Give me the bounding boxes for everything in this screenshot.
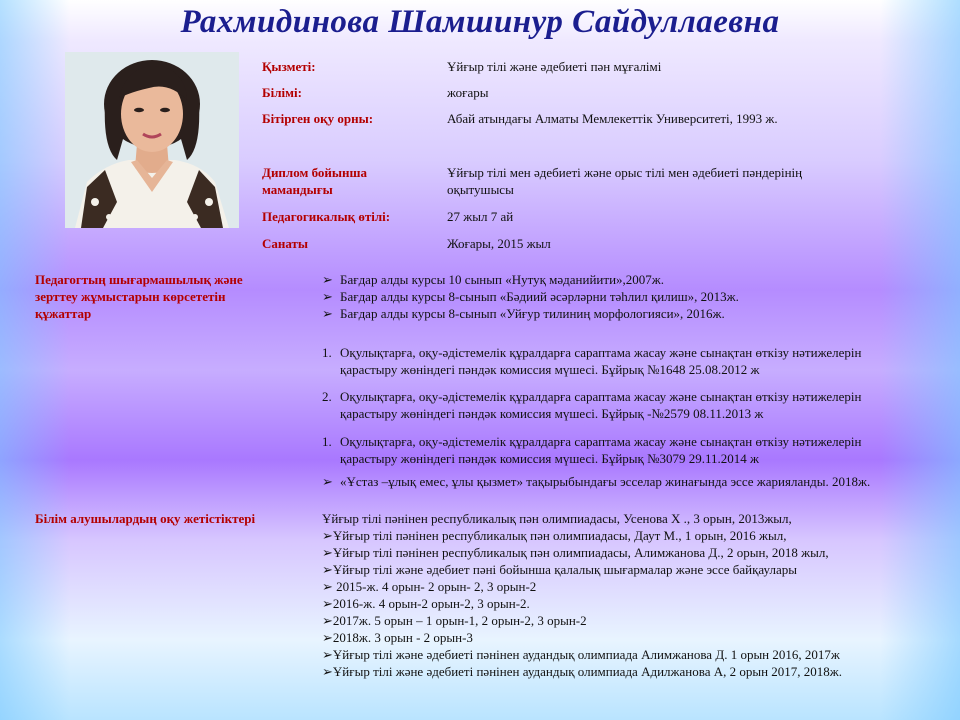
category-label: Санаты (262, 236, 309, 251)
arrow-bullet-icon: ➢ (322, 579, 333, 594)
arrow-bullet-icon: ➢ (322, 647, 333, 662)
page-title: Рахмидинова Шамшинур Сайдуллаевна (180, 4, 780, 40)
achievements-label: Білім алушылардың оқу жетістіктері (35, 511, 256, 526)
arrow-bullet-icon: ➢ (322, 289, 333, 304)
list-item: ➢ 2015-ж. 4 орын- 2 орын- 2, 3 орын-2 (322, 579, 537, 594)
commission-item-2: 2. Оқулықтарға, оқу-әдістемелік құралдарға сараптама жасау және сынақтан өткізу нәтижелерін қарастыру жөніндегі пәндәк комиссия мүшесі. Бұйрық -№2579 08.11.2013 ж (322, 389, 862, 421)
commission-item-1: 1. Оқулықтарға, оқу-әдістемелік құралдарға сараптама жасау және сынақтан өткізу нәтижелерін қарастыру жөніндегі пәндәк комиссия мүшесі. Бұйрық №1648 25.08.2012 ж (322, 345, 862, 377)
arrow-bullet-icon: ➢ (322, 545, 333, 560)
list-item: ➢Ұйғыр тілі пәнінен республикалық пән олимпиадасы, Даут М., 1 орын, 2016 жыл, (322, 528, 787, 543)
arrow-bullet-icon: ➢ (322, 613, 333, 628)
education-value: жоғары (447, 85, 489, 100)
list-item: Ұйғыр тілі пәнінен республикалық пән олимпиадасы, Усенова Х ., 3 орын, 2013жыл, (322, 511, 792, 526)
graduated-label: Бітірген оқу орны: (262, 111, 374, 126)
list-item: ➢ Бағдар алды курсы 10 сынып «Нутуқ мәданийити»,2007ж. (322, 272, 665, 287)
portrait-photo (65, 52, 239, 228)
list-item: ➢Ұйғыр тілі және әдебиеті пәнінен аудандық олимпиада Адилжанова А, 2 орын 2017, 2018ж. (322, 664, 843, 679)
list-item: ➢Ұйғыр тілі пәнінен республикалық пән олимпиадасы, Алимжанова Д., 2 орын, 2018 жыл, (322, 545, 829, 560)
arrow-bullet-icon: ➢ (322, 562, 333, 577)
specialty-value-line2: оқытушысы (447, 182, 514, 197)
list-item: ➢ Бағдар алды курсы 8-сынып «Бәдиий әсәрләрни тәһлил қилиш», 2013ж. (322, 289, 739, 304)
arrow-bullet-icon: ➢ (322, 474, 333, 489)
list-item: ➢2018ж. 3 орын - 2 орын-3 (322, 630, 473, 645)
position-label: Қызметі: (262, 59, 316, 74)
portrait-illustration (65, 52, 239, 228)
creative-label-line3: құжаттар (35, 306, 92, 321)
essay-bullet: ➢ «Ұстаз –ұлық емес, ұлы қызмет» тақырыбындағы эсселар жинағында эссе жарияланды. 2018ж. (322, 474, 871, 489)
specialty-value-line1: Ұйғыр тілі мен әдебиеті және орыс тілі мен әдебиеті пәндерінің (447, 165, 803, 180)
arrow-bullet-icon: ➢ (322, 272, 333, 287)
list-item: ➢2017ж. 5 орын – 1 орын-1, 2 орын-2, 3 орын-2 (322, 613, 587, 628)
arrow-bullet-icon: ➢ (322, 528, 333, 543)
arrow-bullet-icon: ➢ (322, 630, 333, 645)
arrow-bullet-icon: ➢ (322, 664, 333, 679)
list-item: ➢Ұйғыр тілі және әдебиеті пәнінен аудандық олимпиада Алимжанова Д. 1 орын 2016, 2017ж (322, 647, 840, 662)
creative-label-line1: Педагогтың шығармашылық және (35, 272, 243, 287)
list-item: ➢2016-ж. 4 орын-2 орын-2, 3 орын-2. (322, 596, 530, 611)
education-label: Білімі: (262, 85, 302, 100)
category-value: Жоғары, 2015 жыл (447, 236, 551, 251)
experience-value: 27 жыл 7 ай (447, 209, 514, 224)
specialty-label-line1: Диплом бойынша (262, 165, 368, 180)
creative-bullets (322, 271, 739, 322)
achievements-list (322, 510, 842, 680)
position-value: Ұйғыр тілі және әдебиеті пән мұғалімі (447, 59, 662, 74)
commission-item-3: 1. Оқулықтарға, оқу-әдістемелік құралдарға сараптама жасау және сынақтан өткізу нәтижелерін қарастыру жөніндегі пәндәк комиссия мүшесі. Бұйрық №3079 29.11.2014 ж (322, 434, 862, 466)
list-item: ➢ Бағдар алды курсы 8-сынып «Уйғур тилиниң морфологияси», 2016ж. (322, 306, 725, 321)
experience-label: Педагогикалық өтілі: (262, 209, 391, 224)
list-item: ➢Ұйғыр тілі және әдебиет пәні бойынша қалалық шығармалар және эссе байқаулары (322, 562, 797, 577)
graduated-value: Абай атындағы Алматы Мемлекеттік Университеті, 1993 ж. (447, 111, 778, 126)
creative-label-line2: зерттеу жұмыстарын көрсететін (35, 289, 226, 304)
arrow-bullet-icon: ➢ (322, 596, 333, 611)
arrow-bullet-icon: ➢ (322, 306, 333, 321)
specialty-label-line2: мамандығы (262, 182, 333, 197)
